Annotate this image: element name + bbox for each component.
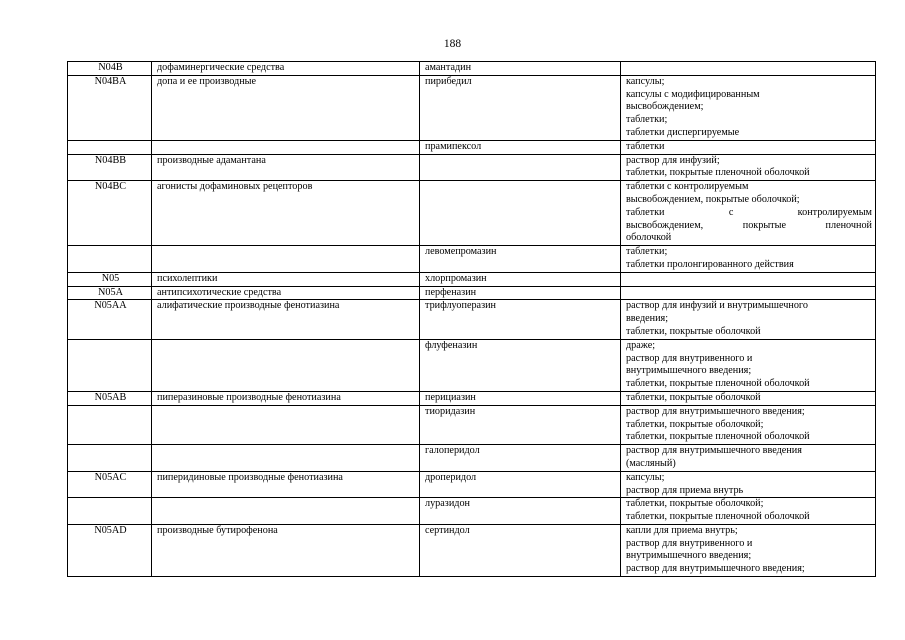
table-row <box>68 246 876 273</box>
atc-code-cell <box>68 498 152 525</box>
drug-name-cell: сертиндол <box>420 524 621 576</box>
dosage-form-line: таблетки, покрытые оболочкой <box>626 391 761 403</box>
atc-code-cell <box>68 445 152 472</box>
dosage-form-line: раствор для внутривенного и <box>626 537 753 549</box>
table-row <box>68 524 876 576</box>
dosage-form-line: таблетки, покрытые оболочкой <box>626 325 761 337</box>
drug-name-cell: тиоридазин <box>420 405 621 444</box>
drug-name-cell: флуфеназин <box>420 339 621 391</box>
pharmacological-group-cell: допа и ее производные <box>152 75 420 140</box>
table-row <box>68 339 876 391</box>
drug-name-cell: луразидон <box>420 498 621 525</box>
drug-name-cell <box>420 181 621 246</box>
atc-code-cell: N05AC <box>68 471 152 498</box>
dosage-form-line: раствор для внутривенного и <box>626 352 753 364</box>
atc-code-cell <box>68 246 152 273</box>
dosage-form-line: таблетки с контролируемым <box>626 206 872 218</box>
dosage-forms-cell <box>621 154 876 181</box>
pharmacological-group-cell: пиперидиновые производные фенотиазина <box>152 471 420 498</box>
atc-code-cell <box>68 339 152 391</box>
dosage-forms-cell <box>621 140 876 154</box>
table-body <box>68 62 876 577</box>
pharmacological-group-cell: антипсихотические средства <box>152 286 420 300</box>
dosage-form-line: драже; <box>626 339 656 351</box>
dosage-form-line: капсулы; <box>626 75 665 87</box>
atc-code-cell: N04B <box>68 62 152 76</box>
dosage-form-line: введения; <box>626 313 669 325</box>
drug-name-cell: левомепромазин <box>420 246 621 273</box>
atc-code-cell: N05AD <box>68 524 152 576</box>
table-row <box>68 140 876 154</box>
pharmacological-group-cell <box>152 405 420 444</box>
dosage-form-line: таблетки, покрытые пленочной оболочкой <box>626 167 810 179</box>
dosage-form-line: таблетки с контролируемым <box>626 181 749 193</box>
dosage-forms-cell <box>621 300 876 339</box>
drug-name-cell: дроперидол <box>420 471 621 498</box>
pharmacological-group-cell: производные бутирофенона <box>152 524 420 576</box>
pharmacological-group-cell <box>152 246 420 273</box>
table-row <box>68 498 876 525</box>
dosage-forms-cell <box>621 62 876 76</box>
dosage-forms-cell <box>621 405 876 444</box>
pharmacological-group-cell <box>152 140 420 154</box>
dosage-form-line: таблетки, покрытые пленочной оболочкой <box>626 431 810 443</box>
dosage-forms-cell <box>621 445 876 472</box>
pharmacological-group-cell: психолептики <box>152 272 420 286</box>
dosage-form-line: высвобождением, покрытые оболочкой; <box>626 193 800 205</box>
dosage-forms-cell <box>621 471 876 498</box>
drug-name-cell: галоперидол <box>420 445 621 472</box>
table-row <box>68 391 876 405</box>
table-row <box>68 405 876 444</box>
dosage-form-line: таблетки <box>626 140 665 152</box>
dosage-form-line: раствор для инфузий и внутримышечного <box>626 300 808 312</box>
dosage-form-line: внутримышечного введения; <box>626 365 752 377</box>
dosage-forms-cell <box>621 246 876 273</box>
pharmacological-group-cell <box>152 445 420 472</box>
dosage-form-line: таблетки, покрытые пленочной оболочкой <box>626 511 810 523</box>
atc-code-cell: N05AB <box>68 391 152 405</box>
table-row <box>68 75 876 140</box>
drug-name-cell: перфеназин <box>420 286 621 300</box>
dosage-form-line: таблетки; <box>626 114 668 126</box>
dosage-form-line: раствор для внутримышечного введения <box>626 445 802 457</box>
dosage-forms-cell <box>621 181 876 246</box>
table-row <box>68 62 876 76</box>
atc-code-cell: N04BA <box>68 75 152 140</box>
drug-name-cell: пирибедил <box>420 75 621 140</box>
page-number: 188 <box>443 38 462 50</box>
table-row <box>68 154 876 181</box>
atc-code-cell: N05A <box>68 286 152 300</box>
pharmacological-group-cell: производные адамантана <box>152 154 420 181</box>
dosage-form-line: раствор для приема внутрь <box>626 484 744 496</box>
dosage-form-line: оболочкой <box>626 232 672 244</box>
pharmacological-group-cell: алифатические производные фенотиазина <box>152 300 420 339</box>
dosage-form-line: высвобождением, покрытые пленочной <box>626 219 872 231</box>
drug-name-cell: трифлуоперазин <box>420 300 621 339</box>
table-row <box>68 445 876 472</box>
drug-name-cell: перициазин <box>420 391 621 405</box>
table-row <box>68 471 876 498</box>
pharmacological-group-cell <box>152 498 420 525</box>
table-row <box>68 286 876 300</box>
atc-code-cell <box>68 405 152 444</box>
pharmacological-group-cell: дофаминергические средства <box>152 62 420 76</box>
table-row <box>68 272 876 286</box>
dosage-form-line: раствор для внутримышечного введения; <box>626 563 805 575</box>
drug-name-cell <box>420 154 621 181</box>
dosage-form-line: капсулы с модифицированным <box>626 88 760 100</box>
atc-code-cell: N04BC <box>68 181 152 246</box>
pharmacological-group-cell: пиперазиновые производные фенотиазина <box>152 391 420 405</box>
dosage-form-line: таблетки, покрытые оболочкой; <box>626 498 764 510</box>
atc-code-cell <box>68 140 152 154</box>
dosage-form-line: капсулы; <box>626 471 665 483</box>
drug-name-cell: хлорпромазин <box>420 272 621 286</box>
pharmacological-group-cell: агонисты дофаминовых рецепторов <box>152 181 420 246</box>
dosage-form-line: капли для приема внутрь; <box>626 524 738 536</box>
atc-code-cell: N05 <box>68 272 152 286</box>
table-row <box>68 300 876 339</box>
dosage-form-line: внутримышечного введения; <box>626 550 752 562</box>
dosage-form-line: (масляный) <box>626 457 676 469</box>
dosage-form-line: таблетки диспергируемые <box>626 126 740 138</box>
dosage-form-line: раствор для внутримышечного введения; <box>626 405 805 417</box>
atc-code-cell: N05AA <box>68 300 152 339</box>
dosage-forms-cell <box>621 391 876 405</box>
dosage-forms-cell <box>621 272 876 286</box>
dosage-form-line: таблетки, покрытые оболочкой; <box>626 418 764 430</box>
dosage-form-line: таблетки пролонгированного действия <box>626 258 794 270</box>
dosage-form-line: таблетки, покрытые пленочной оболочкой <box>626 378 810 390</box>
atc-code-cell: N04BB <box>68 154 152 181</box>
dosage-form-line: раствор для инфузий; <box>626 154 720 166</box>
table-row <box>68 181 876 246</box>
dosage-forms-cell <box>621 498 876 525</box>
drug-classification-table <box>67 61 876 577</box>
dosage-form-line: высвобождением; <box>626 101 704 113</box>
dosage-forms-cell <box>621 75 876 140</box>
dosage-forms-cell <box>621 339 876 391</box>
dosage-forms-cell <box>621 286 876 300</box>
dosage-form-line: таблетки; <box>626 246 668 258</box>
drug-name-cell: прамипексол <box>420 140 621 154</box>
dosage-forms-cell <box>621 524 876 576</box>
pharmacological-group-cell <box>152 339 420 391</box>
drug-name-cell: амантадин <box>420 62 621 76</box>
